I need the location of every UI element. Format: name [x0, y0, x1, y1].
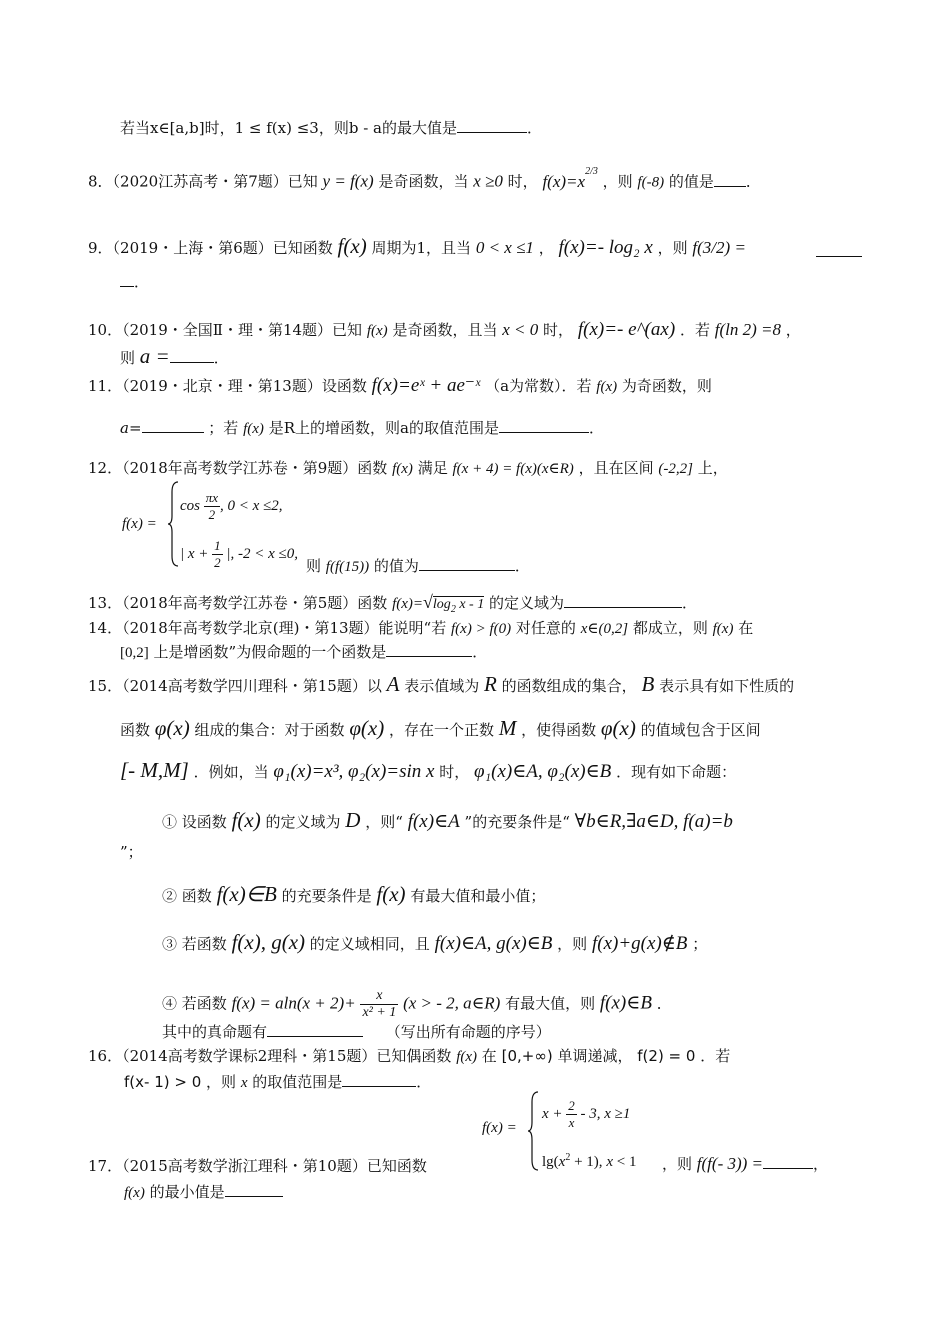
math-expr: (x > - 2, a∈R)	[403, 993, 501, 1013]
proposition-2	[162, 884, 545, 906]
text: 的定义域为	[265, 813, 341, 831]
fraction-numerator: x	[360, 988, 398, 1005]
answer-blank[interactable]	[142, 418, 204, 433]
answer-blank[interactable]	[816, 256, 862, 257]
text: 单调递减，	[557, 1047, 633, 1065]
text: ④ 若函数	[162, 994, 227, 1013]
text: 的值是	[668, 172, 714, 191]
text: 是奇函数，当	[378, 172, 469, 191]
problem-9-blank-end: ．	[120, 272, 149, 292]
math-expr: f(x)∈B	[216, 882, 277, 906]
problem-16-prefix: 16．（2014高考数学课标2理科・第15题）已知偶函数	[88, 1047, 452, 1065]
math-expr: A	[386, 672, 400, 696]
problem-15-answer	[162, 1022, 551, 1042]
text: 有最大值和最小值；	[410, 887, 546, 905]
problem-7-text: 若当x∈[a,b]时，1 ≤ f(x) ≤3，则b - a的最大值是	[120, 119, 457, 137]
math-expr: f(x)	[337, 234, 367, 258]
math-expr: f(x)	[456, 1049, 478, 1065]
text: ．例如，当	[193, 763, 269, 781]
math-expr: [0,+∞)	[501, 1047, 553, 1065]
problem-9	[88, 236, 746, 258]
math-expr: x ≥0	[473, 171, 503, 191]
text: 则	[306, 557, 322, 575]
math-expr: ∀b∈R,∃a∈D, f(a)=b	[574, 811, 733, 832]
math-expr: f(x)=- log₂ x	[558, 237, 653, 258]
math-expr: f(2) = 0	[637, 1047, 696, 1065]
math-expr: y = f(x)	[322, 171, 374, 191]
math-expr: f(x)=- e^(ax)	[577, 319, 676, 340]
problem-16	[88, 1046, 730, 1067]
text: ．若	[700, 1047, 731, 1065]
math-expr: f(x)	[376, 882, 406, 906]
problem-17-tail	[662, 1154, 828, 1174]
math-fraction	[360, 988, 398, 1021]
piecewise-label: f(x) =	[482, 1120, 517, 1136]
math-expr: f(x)=eˣ + ae⁻ˣ	[371, 375, 481, 396]
text: ② 函数	[162, 887, 212, 905]
answer-blank[interactable]	[419, 556, 515, 571]
text: 组成的集合：对于函数	[194, 721, 345, 739]
text: ；若	[208, 419, 239, 437]
problem-12-prefix: 12．（2018年高考数学江苏卷・第9题）函数	[88, 459, 388, 477]
text: 是奇函数，且当	[392, 321, 498, 339]
text: ，则	[557, 935, 588, 953]
text: 时，	[439, 763, 470, 781]
math-expr: M	[498, 716, 517, 740]
answer-blank[interactable]	[342, 1072, 416, 1087]
text: ．	[656, 994, 672, 1013]
problem-14-prefix: 14．（2018年高考数学北京(理)・第13题）能说明“若	[88, 619, 447, 637]
proposition-1	[162, 810, 733, 832]
math-expr: f(x)∈B	[599, 992, 652, 1014]
text: ，则“	[365, 813, 403, 831]
proposition-3	[162, 932, 707, 954]
math-expr: $f(x)=x^{2/3}$	[542, 166, 598, 191]
text: ③ 若函数	[162, 935, 227, 953]
problem-12-line-tail: 则 f(f(15)) 的值为 ．	[306, 557, 530, 575]
math-expr: f(x)	[231, 808, 261, 832]
text: ，则	[206, 1073, 237, 1091]
text: 满足	[417, 459, 448, 477]
text: 对任意的	[515, 619, 576, 637]
answer-blank[interactable]	[499, 418, 589, 433]
math-expr: [0,2]	[120, 645, 149, 661]
piecewise-case-1: cos $\frac{\pi x}{2}$ , 0 < x ≤2,	[180, 490, 283, 522]
problem-8: 8．（2020江苏高考・第7题）已知 y = f(x) 是奇函数，当 x ≥0 时， $f(x)=x^{2/3}$ ，则 f(-8) 的值是 ．	[88, 166, 761, 191]
text: ，则	[657, 239, 688, 257]
text: ，	[785, 321, 801, 339]
math-expr: φ₁(x)∈A, φ₂(x)∈B	[474, 761, 612, 782]
text: 时，	[543, 321, 574, 339]
problem-15-prefix: 15．（2014高考数学四川理科・第15题）以	[88, 677, 382, 695]
text: 的定义域相同，且	[309, 935, 430, 953]
math-expr: f(x)+g(x)∉B	[591, 933, 688, 954]
text: 则	[120, 349, 136, 367]
answer-blank[interactable]	[386, 642, 472, 657]
text: 的充要条件是	[281, 887, 372, 905]
text: 是R上的增函数，则a的取值范围是	[268, 419, 499, 437]
problem-15	[88, 674, 794, 696]
text: 为奇函数，则	[621, 377, 712, 395]
math-expr: R	[484, 672, 497, 696]
problem-14-line-2: [0,2] 上是增函数”为假命题的一个函数是 ．	[120, 643, 488, 661]
problem-17-prefix: 17．（2015高考数学浙江理科・第10题）已知函数	[88, 1157, 427, 1175]
answer-blank[interactable]	[170, 348, 214, 363]
problem-7-continuation: 若当x∈[a,b]时，1 ≤ f(x) ≤3，则b - a的最大值是 ．	[120, 119, 542, 137]
hint-text: （写出所有命题的序号）	[385, 1023, 551, 1041]
text: 在	[481, 1047, 497, 1065]
text: 有最大值，则	[505, 994, 596, 1013]
math-expr: f(x)	[124, 1185, 145, 1201]
answer-blank[interactable]	[714, 172, 746, 187]
text: 函数	[120, 721, 151, 739]
problem-13: 13．（2018年高考数学江苏卷・第5题）函数 $f(x)=√\log_2$ x - 1 的定义域为 ．	[88, 592, 698, 615]
problem-8-prefix: 8．（2020江苏高考・第7题）已知	[88, 172, 318, 191]
text: ，	[538, 239, 554, 257]
answer-blank[interactable]	[120, 272, 134, 287]
math-expr: f(x)∈A, g(x)∈B	[434, 933, 553, 954]
math-expr: [- M,M]	[120, 758, 189, 782]
text: 上是增函数”为假命题的一个函数是	[153, 643, 387, 661]
math-expr: (-2,2]	[658, 461, 693, 477]
text: ．现有如下命题：	[616, 763, 737, 781]
math-expr: f(x- 1) > 0	[124, 1073, 202, 1091]
answer-blank[interactable]	[225, 1182, 283, 1197]
piecewise-brace	[528, 1090, 540, 1172]
text: 周期为1，且当	[371, 239, 472, 257]
text: 都成立，则	[632, 619, 708, 637]
math-expr: φ(x)	[154, 716, 190, 740]
math-expr: φ(x)	[600, 716, 636, 740]
problem-10	[88, 320, 801, 341]
text: 的取值范围是	[252, 1073, 343, 1091]
math-expr: f(x + 4) = f(x)(x∈R)	[452, 461, 574, 477]
text: ，则	[662, 1155, 693, 1173]
text: 时，	[507, 172, 538, 191]
problem-12	[88, 458, 728, 479]
problem-17-line-2	[124, 1182, 283, 1203]
text: 上，	[697, 459, 728, 477]
text: a=	[120, 419, 142, 437]
math-expr: φ(x)	[349, 716, 385, 740]
text: 的最小值是	[149, 1183, 225, 1201]
math-expr: f(ln 2) =8	[714, 320, 781, 339]
math-expr: f(3/2) =	[692, 238, 746, 257]
math-expr: D	[345, 808, 361, 832]
problem-9-prefix: 9．（2019・上海・第6题）已知函数	[88, 239, 333, 257]
math-expr: φ₁(x)=x³, φ₂(x)=sin x	[273, 761, 435, 782]
text: ，则	[602, 172, 633, 191]
text: ”的充要条件是“	[464, 813, 570, 831]
text: （a为常数）．若	[485, 377, 592, 395]
answer-blank[interactable]	[763, 1154, 813, 1169]
math-expr: $f(x)=√\log_2$ x - 1	[392, 592, 485, 615]
math-expr: x∈(0,2]	[580, 621, 629, 637]
text: 的值为	[373, 557, 419, 575]
proposition-4	[162, 988, 672, 1021]
text: ，使得函数	[521, 721, 597, 739]
piecewise-label: f(x) =	[122, 516, 157, 532]
math-expr: f(f(15))	[325, 559, 370, 575]
math-expr: a =	[139, 344, 170, 368]
proposition-1-end: ”；	[120, 843, 143, 861]
text: ，存在一个正数	[389, 721, 495, 739]
answer-blank[interactable]	[267, 1022, 363, 1037]
text: 在	[738, 619, 754, 637]
answer-blank[interactable]	[564, 593, 682, 608]
math-expr: f(x)	[596, 379, 618, 395]
math-expr: x < 0	[502, 320, 539, 339]
math-expr: f(x) = aln(x + 2)+	[231, 993, 356, 1013]
math-expr: f(x)	[392, 461, 413, 477]
piecewise-brace	[168, 480, 180, 568]
text: 表示具有如下性质的	[659, 677, 795, 695]
problem-11-line-2: a= ；若 f(x) 是R上的增函数，则a的取值范围是 ．	[120, 419, 604, 437]
text: ；	[692, 935, 708, 953]
text: 其中的真命题有	[162, 1023, 268, 1041]
math-expr: f(f(- 3)) =	[696, 1154, 764, 1173]
math-expr: f(x) > f(0)	[451, 621, 512, 637]
problem-14	[88, 618, 753, 639]
math-expr: f(x)∈A	[407, 811, 460, 832]
math-expr: x	[240, 1075, 248, 1091]
problem-16-line-2: f(x- 1) > 0 ，则 x 的取值范围是 ．	[124, 1073, 432, 1091]
piecewise-case-1: x + $\frac{2}{x}$ - 3, x ≥1	[542, 1098, 631, 1130]
math-expr: f(x)	[243, 421, 264, 437]
text: 的函数组成的集合，	[501, 677, 637, 695]
problem-11-prefix: 11．（2019・北京・理・第13题）设函数	[88, 377, 367, 395]
text: 的值域包含于区间	[640, 721, 761, 739]
math-expr: B	[641, 672, 655, 696]
text: ，且在区间	[578, 459, 654, 477]
math-expr: f(x), g(x)	[231, 930, 306, 954]
problem-11	[88, 376, 712, 397]
text: ，	[813, 1155, 829, 1173]
piecewise-case-2: $\lg(x^2 + 1)$, x < 1	[542, 1152, 637, 1170]
problem-10-prefix: 10．（2019・全国Ⅱ・理・第14题）已知	[88, 321, 363, 339]
piecewise-case-2: | x + $\frac{1}{2}$ |, -2 < x ≤0,	[180, 538, 299, 570]
problem-15-line-3	[120, 760, 736, 782]
answer-blank[interactable]	[457, 118, 527, 133]
text: 的定义域为	[488, 594, 564, 612]
text: ．若	[679, 321, 710, 339]
math-expr: f(x)	[366, 323, 388, 339]
text: 表示值域为	[404, 677, 480, 695]
text: ① 设函数	[162, 813, 227, 831]
problem-17	[88, 1156, 427, 1176]
fraction-denominator: x² + 1	[362, 1005, 397, 1020]
problem-10-line-2: 则 a = ．	[120, 344, 229, 368]
math-expr: f(-8)	[637, 174, 665, 191]
math-expr: f(x)	[712, 621, 734, 637]
problem-15-line-2	[120, 718, 761, 740]
problem-13-prefix: 13．（2018年高考数学江苏卷・第5题）函数	[88, 594, 388, 612]
math-expr: 0 < x ≤1	[475, 238, 534, 257]
